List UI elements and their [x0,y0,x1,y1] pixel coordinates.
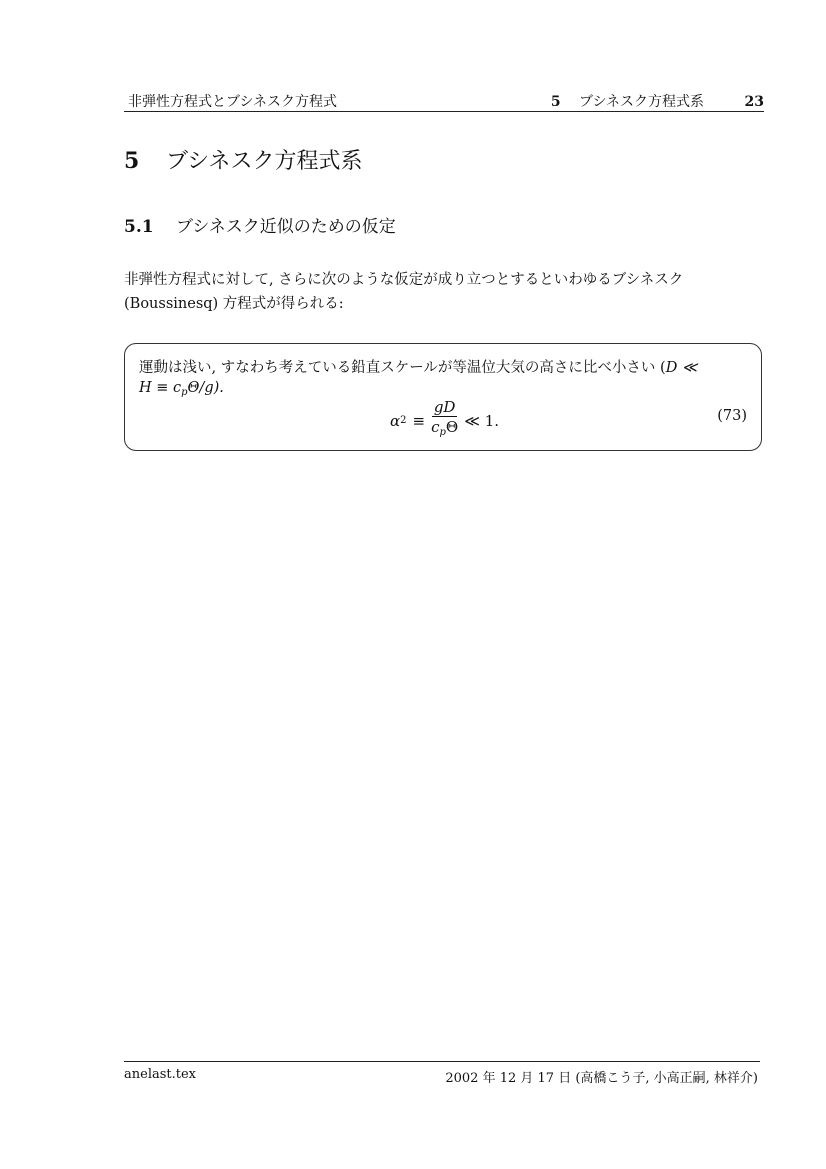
running-header [124,89,764,112]
section-heading [124,144,362,175]
header-section-number: 5 [550,94,561,110]
assumption-text-line [139,356,697,377]
equation-fraction [431,398,458,443]
fraction-numerator: gD [433,398,456,416]
equation-equiv: ≡ [412,411,426,430]
section-title: ブシネスク方程式系 [166,149,363,174]
subsection-number: 5.1 [124,217,154,237]
fraction-denominator [431,417,458,443]
page-footer [124,1061,760,1086]
denominator-subscript: p [439,427,446,438]
section-number: 5 [124,148,140,174]
header-page-number: 23 [744,94,764,110]
header-section-title: ブシネスク方程式系 [579,94,705,110]
body-paragraph [124,268,766,316]
denominator-theta: Θ [445,418,459,436]
assumption-text: 運動は浅い, すなわち考えている鉛直スケールが等温位大気の高さに比べ小さい ( [139,360,666,376]
equation-alpha: α [390,411,401,430]
equation-number: (73) [717,408,747,424]
footer-file-name: anelast.tex [124,1067,197,1082]
header-document-title: 非弾性方程式とブシネスク方程式 [128,94,338,110]
equation-73 [390,398,499,443]
denominator-c: c [431,418,440,436]
assumption-math-line [139,380,224,398]
assumption-math-d: D ≪ [665,360,698,376]
footer-date-authors: 2002 年 12 月 17 日 (高橋こう子, 小高正嗣, 林祥介) [445,1071,758,1086]
subscript-p: p [181,387,188,398]
paragraph-line: (Boussinesq) 方程式が得られる: [124,296,344,312]
equation-alpha-subscript: 2 [400,415,407,426]
equation-rhs: ≪ 1. [464,411,500,430]
assumption-box [124,343,762,451]
scale-height-rest: Θ/g). [187,380,224,396]
scale-height-h: H ≡ c [139,380,182,396]
subsection-title: ブシネスク近似のための仮定 [176,217,396,237]
header-section-info [551,91,764,111]
paragraph-line: 非弾性方程式に対して, さらに次のような仮定が成り立つとするといわゆるブシネスク [124,272,684,288]
subsection-heading [124,212,396,237]
